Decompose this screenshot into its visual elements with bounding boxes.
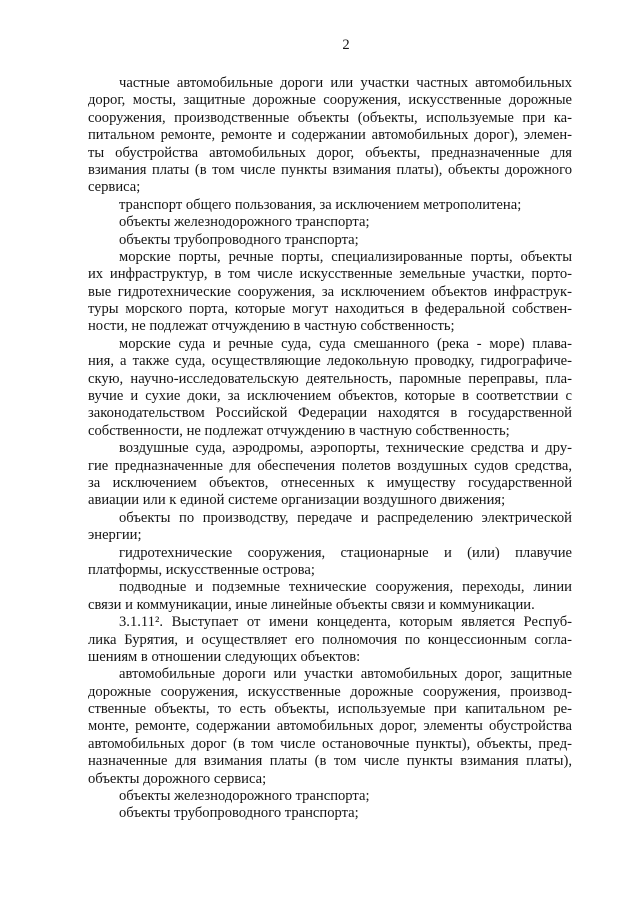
text-line: туры морского порта, которые могут находиться в федеральной собствен- (88, 301, 572, 318)
text-line: объекты железнодорожного транспорта; (119, 214, 370, 231)
text-line: автомобильные дороги или участки автомобильных дорог, защитные (119, 666, 572, 683)
text-line: подводные и подземные технические сооружения, переходы, линии (119, 579, 572, 596)
text-line: их инфраструктур, в том числе искусственные земельные участки, порто- (88, 266, 572, 283)
text-line: автомобильных дорог (в том числе остановочные пункты), объекты, пред- (88, 735, 572, 752)
text-line: объекты железнодорожного транспорта; (119, 788, 370, 805)
paragraph-clause-3-1-11-2 (88, 614, 572, 666)
paragraph-vessels (88, 336, 572, 440)
text-line: за исключением объектов, отнесенных к имуществу государственной (88, 474, 572, 491)
text-line: гидротехнические сооружения, стационарные и (или) плавучие (119, 544, 572, 561)
text-line: воздушные суда, аэродромы, аэропорты, технические средства и дру- (119, 440, 572, 457)
text-line: частные автомобильные дороги или участки частных автомобильных (119, 75, 572, 91)
text-line: морские суда и речные суда, суда смешанного (река - море) плава- (119, 335, 572, 352)
paragraph-aircraft (88, 440, 572, 510)
text-line: дорог, мосты, защитные дорожные сооружения, искусственные дорожные (88, 92, 572, 109)
text-line: вучие и сухие доки, за исключением объектов, которые в соответствии с (88, 388, 572, 405)
text-line: авиации или к единой системе организации воздушного движения; (88, 492, 506, 509)
text-line: объекты трубопроводного транспорта; (119, 805, 359, 822)
text-line: объекты трубопроводного транспорта; (119, 231, 359, 248)
paragraph-pipeline-2 (88, 805, 572, 822)
text-line: лика Бурятия, и осуществляет его полномочия по концессионным согла- (88, 631, 572, 648)
text-line: ты обустройства автомобильных дорог, объекты, предназначенные для (88, 144, 572, 161)
text-line: 3.1.11². Выступает от имени концедента, которым является Респуб- (119, 614, 572, 631)
text-line: гие предназначенные для обеспечения полетов воздушных судов средства, (88, 457, 572, 474)
paragraph-railway-2 (88, 788, 572, 805)
text-line: объекты дорожного сервиса; (88, 770, 267, 787)
text-line: взимания платы (в том числе пункты взимания платы), объекты дорожного (88, 161, 572, 178)
document-body (88, 75, 572, 823)
text-line: ственные объекты, то есть объекты, используемые при капитальном ре- (88, 701, 572, 718)
text-line: дорожные сооружения, искусственные дорожные сооружения, производ- (88, 683, 572, 700)
text-line: питальном ремонте, ремонте и содержании автомобильных дорог), элемен- (88, 127, 572, 144)
text-line: законодательством Российской Федерации находятся в государственной (88, 405, 572, 422)
text-line: собственности, не подлежат отчуждению в частную собственность; (88, 422, 510, 439)
text-line: монте, ремонте, содержании автомобильных дорог, элементы обустройства (88, 718, 572, 735)
text-line: вые гидротехнические сооружения, за исключением объектов инфраструк- (88, 283, 572, 300)
text-line: сервиса; (88, 179, 141, 196)
paragraph-ports (88, 249, 572, 336)
text-line: транспорт общего пользования, за исключением метрополитена; (119, 196, 522, 213)
paragraph-hydrotechnical (88, 545, 572, 580)
paragraph-roads (88, 666, 572, 788)
paragraph-public-transport (88, 197, 572, 214)
paragraph-energy (88, 510, 572, 545)
text-line: морские порты, речные порты, специализированные порты, объекты (119, 248, 572, 265)
text-line: ности, не подлежат отчуждению в частную собственность; (88, 318, 455, 335)
text-line: объекты по производству, передаче и распределению электрической (119, 509, 572, 526)
text-line: ния, а также суда, осуществляющие ледокольную проводку, гидрографиче- (88, 353, 572, 370)
text-line: скую, научно-исследовательскую деятельность, паромные переправы, пла- (88, 370, 572, 387)
paragraph-underground (88, 579, 572, 614)
text-line: энергии; (88, 527, 142, 544)
text-line: сооружения, производственные объекты (объекты, используемые при ка- (88, 109, 572, 126)
text-line: шениям в отношении следующих объектов: (88, 648, 361, 665)
page-number: 2 (342, 37, 350, 53)
paragraph-railway (88, 214, 572, 231)
text-line: платформы, искусственные острова; (88, 561, 315, 578)
text-line: связи и коммуникации, иные линейные объекты связи и коммуникации. (88, 596, 535, 613)
text-line: назначенные для взимания платы (в том числе пункты взимания платы), (88, 753, 572, 770)
paragraph-pipeline (88, 232, 572, 249)
paragraph-private-roads (88, 75, 572, 197)
